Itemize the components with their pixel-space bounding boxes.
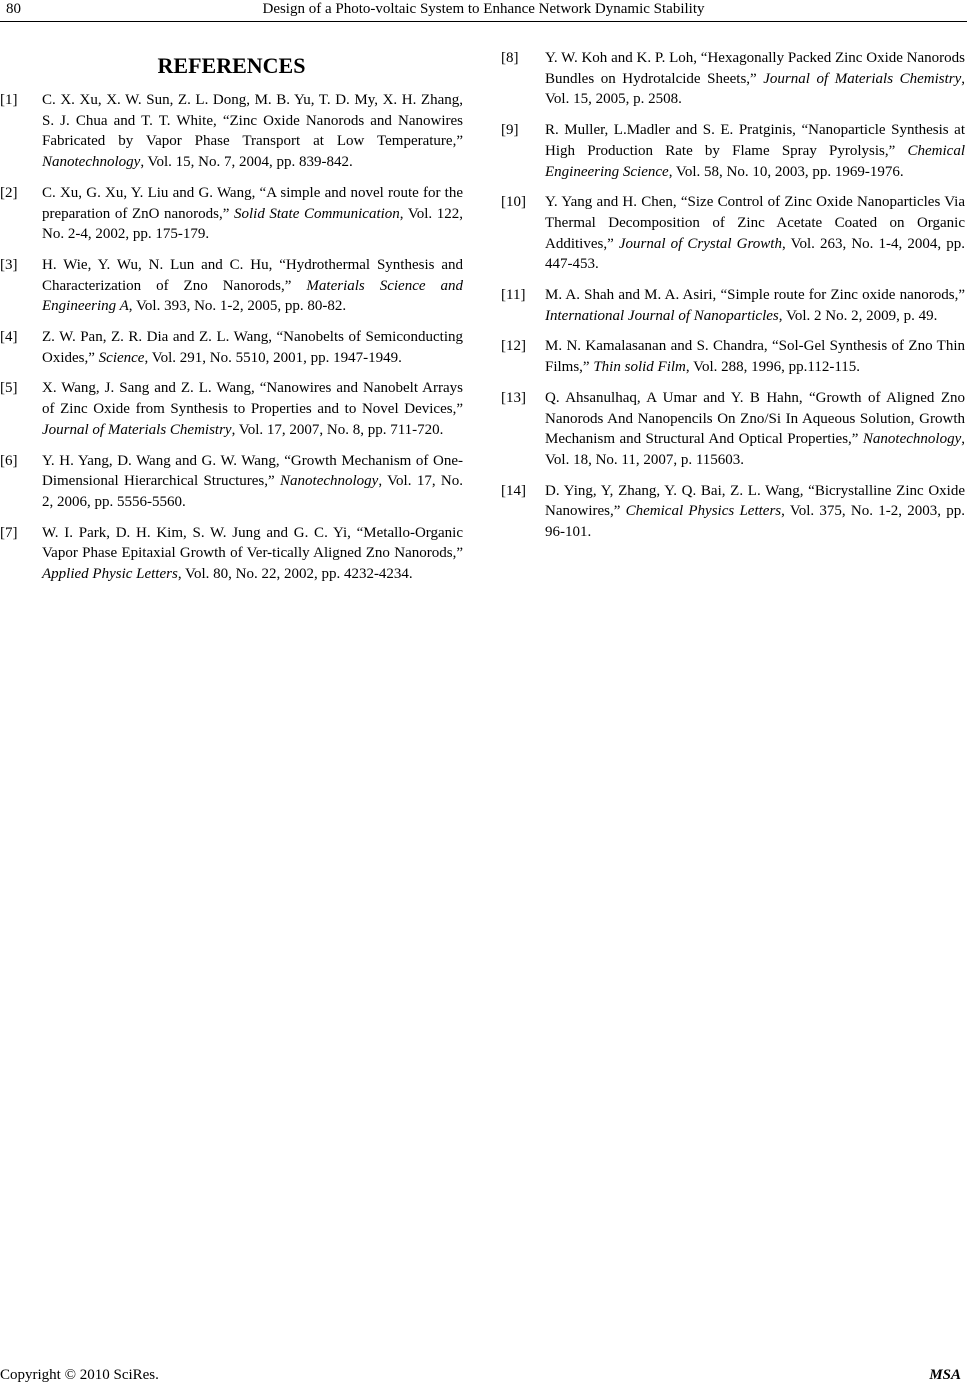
reference-item bbox=[0, 451, 463, 513]
reference-authors-title: Q. Ahsanulhaq, A Umar and Y. B Hahn, “Growth of Aligned Zno Nanorods And Nanopencils On Zno/Si In Aqueous Solution, Growth Mechanism and Structural And Optical Properties,” bbox=[545, 389, 965, 448]
section-heading: REFERENCES bbox=[157, 53, 306, 78]
reference-text bbox=[42, 327, 463, 368]
reference-details: , Vol. 58, No. 10, 2003, pp. 1969-1976. bbox=[668, 163, 904, 180]
header-rule bbox=[0, 21, 967, 22]
reference-number: [14] bbox=[501, 482, 526, 499]
reference-authors-title: C. Xu, G. Xu, Y. Liu and G. Wang, “A simple and novel route for the preparation of ZnO nanorods,” bbox=[42, 184, 463, 222]
reference-number: [13] bbox=[501, 389, 526, 406]
reference-authors-title: Y. Yang and H. Chen, “Size Control of Zinc Oxide Nanoparticles Via Thermal Decomposition of Zinc Acetate Coated on Organic Additives,” bbox=[545, 194, 965, 252]
reference-number: [2] bbox=[0, 184, 18, 201]
reference-text bbox=[545, 192, 965, 275]
running-title: Design of a Photo-voltaic System to Enhance Network Dynamic Stability bbox=[262, 1, 705, 17]
reference-authors-title: H. Wie, Y. Wu, N. Lun and C. Hu, “Hydrothermal Synthesis and Characterization of Zno Nanorods,” bbox=[42, 256, 463, 294]
reference-journal: Science bbox=[98, 349, 145, 366]
reference-journal: International Journal of Nanoparticles bbox=[545, 307, 779, 324]
reference-journal: Materials Science and Engineering A bbox=[42, 277, 463, 315]
journal-abbrev: MSA bbox=[929, 1367, 961, 1383]
reference-item bbox=[0, 378, 463, 440]
reference-number: [7] bbox=[0, 524, 18, 541]
reference-authors-title: C. X. Xu, X. W. Sun, Z. L. Dong, M. B. Yu, T. D. My, X. H. Zhang, S. J. Chua and T. T. White, “Zinc Oxide Nanorods and Nanowires Fabricated by Vapor Phase Transport at Low Temperature,” bbox=[42, 92, 463, 150]
reference-details: , Vol. 375, No. 1-2, 2003, pp. 96-101. bbox=[545, 503, 965, 541]
reference-authors-title: M. N. Kamalasanan and S. Chandra, “Sol-Gel Synthesis of Zno Thin Films,” bbox=[545, 338, 965, 376]
reference-details: , Vol. 291, No. 5510, 2001, pp. 1947-1949. bbox=[144, 349, 402, 366]
reference-details: , Vol. 80, No. 22, 2002, pp. 4232-4234. bbox=[177, 566, 413, 583]
reference-item bbox=[501, 285, 965, 326]
reference-details: , Vol. 393, No. 1-2, 2005, pp. 80-82. bbox=[128, 298, 347, 315]
reference-item bbox=[0, 90, 463, 173]
reference-number: [11] bbox=[501, 287, 526, 304]
reference-item bbox=[0, 523, 463, 585]
reference-journal: Nanotechnology bbox=[862, 431, 962, 448]
reference-journal: Journal of Materials Chemistry bbox=[763, 70, 962, 87]
reference-number: [9] bbox=[501, 122, 519, 139]
reference-text bbox=[545, 336, 965, 377]
reference-details: , Vol. 18, No. 11, 2007, p. 115603. bbox=[545, 431, 965, 468]
reference-text bbox=[42, 451, 463, 513]
reference-item bbox=[501, 481, 965, 543]
reference-details: , Vol. 2 No. 2, 2009, p. 49. bbox=[778, 307, 938, 324]
reference-number: [4] bbox=[0, 329, 18, 346]
reference-list-right bbox=[501, 48, 965, 543]
reference-details: , Vol. 122, No. 2-4, 2002, pp. 175-179. bbox=[42, 205, 463, 243]
reference-list-left bbox=[0, 90, 463, 585]
reference-text bbox=[545, 388, 965, 471]
copyright-notice: Copyright © 2010 SciRes. bbox=[0, 1367, 159, 1383]
reference-item bbox=[501, 120, 965, 182]
reference-number: [10] bbox=[501, 194, 526, 211]
reference-journal: Nanotechnology bbox=[42, 154, 141, 171]
reference-journal: Thin solid Film bbox=[593, 359, 686, 376]
reference-item bbox=[501, 48, 965, 110]
reference-number: [8] bbox=[501, 50, 519, 66]
reference-authors-title: Y. W. Koh and K. P. Loh, “Hexagonally Packed Zinc Oxide Nanorods Bundles on Hydrotalcide Sheets,” bbox=[545, 50, 965, 87]
reference-number: [12] bbox=[501, 338, 526, 355]
reference-text bbox=[545, 481, 965, 543]
reference-journal: Nanotechnology bbox=[280, 473, 379, 490]
reference-item bbox=[501, 388, 965, 471]
reference-number: [6] bbox=[0, 452, 18, 469]
reference-journal: Applied Physic Letters bbox=[42, 566, 178, 583]
reference-journal: Solid State Communication bbox=[233, 205, 400, 222]
reference-journal: Chemical Physics Letters bbox=[625, 503, 782, 520]
reference-authors-title: X. Wang, J. Sang and Z. L. Wang, “Nanowires and Nanobelt Arrays of Zinc Oxide from Synthesis to Properties and to Novel Devices,” bbox=[42, 380, 463, 418]
reference-details: , Vol. 15, 2005, p. 2508. bbox=[545, 70, 965, 108]
reference-item bbox=[0, 183, 463, 245]
reference-journal: Journal of Materials Chemistry bbox=[42, 421, 232, 438]
reference-text bbox=[42, 523, 463, 585]
reference-details: , Vol. 288, 1996, pp.112-115. bbox=[685, 359, 861, 376]
reference-details: , Vol. 17, 2007, No. 8, pp. 711-720. bbox=[231, 421, 444, 438]
reference-details: , Vol. 263, No. 1-4, 2004, pp. 447-453. bbox=[545, 235, 966, 273]
page-number: 80 bbox=[6, 1, 21, 17]
reference-authors-title: Z. W. Pan, Z. R. Dia and Z. L. Wang, “Nanobelts of Semiconducting Oxides,” bbox=[42, 329, 463, 366]
reference-authors-title: M. A. Shah and M. A. Asiri, “Simple route for Zinc oxide nanorods,” bbox=[545, 287, 965, 304]
reference-details: , Vol. 17, No. 2, 2006, pp. 5556-5560. bbox=[42, 473, 463, 510]
reference-text bbox=[42, 183, 463, 245]
reference-item bbox=[0, 255, 463, 317]
reference-text bbox=[545, 285, 965, 326]
right-column bbox=[501, 48, 965, 553]
reference-number: [5] bbox=[0, 380, 18, 397]
reference-authors-title: W. I. Park, D. H. Kim, S. W. Jung and G. C. Yi, “Metallo-Organic Vapor Phase Epitaxial Growth of Ver-tically Aligned Zno Nanorods,” bbox=[42, 524, 463, 562]
reference-number: [3] bbox=[0, 256, 18, 273]
reference-item bbox=[0, 327, 463, 368]
reference-authors-title: Y. H. Yang, D. Wang and G. W. Wang, “Growth Mechanism of One-Dimensional Hierarchical Structures,” bbox=[42, 452, 463, 490]
left-column bbox=[0, 48, 463, 595]
reference-text bbox=[42, 255, 463, 317]
reference-text bbox=[42, 90, 463, 173]
reference-text bbox=[545, 48, 965, 110]
reference-text bbox=[545, 120, 965, 182]
reference-journal: Journal of Crystal Growth bbox=[618, 235, 782, 252]
reference-authors-title: R. Muller, L.Madler and S. E. Pratginis, “Nanoparticle Synthesis at High Production Rate by Flame Spray Pyrolysis,” bbox=[545, 122, 965, 159]
reference-details: , Vol. 15, No. 7, 2004, pp. 839-842. bbox=[140, 154, 353, 171]
reference-text bbox=[42, 378, 463, 440]
reference-journal: Chemical Engineering Science bbox=[545, 142, 965, 180]
reference-authors-title: D. Ying, Y, Zhang, Y. Q. Bai, Z. L. Wang, “Bicrystalline Zinc Oxide Nanowires,” bbox=[545, 482, 965, 520]
reference-number: [1] bbox=[0, 92, 18, 108]
reference-item bbox=[501, 336, 965, 377]
reference-item bbox=[501, 192, 965, 275]
